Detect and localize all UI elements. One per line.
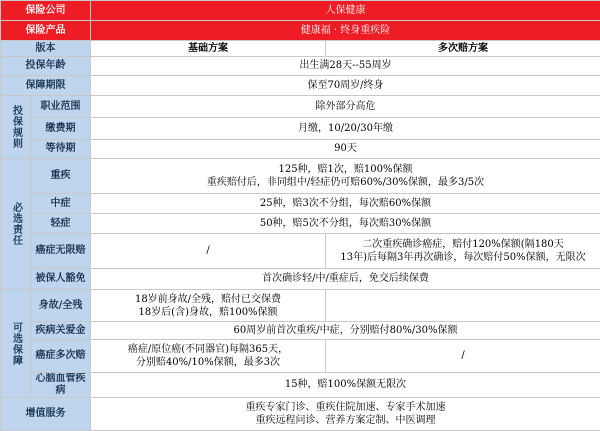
period-label: 保障期限 (1, 76, 91, 96)
payment-label: 缴费期 (31, 118, 91, 140)
medium-label: 中症 (31, 194, 91, 214)
period-value: 保至70周岁/终身 (91, 76, 600, 96)
waiver-value: 首次确诊轻/中/重症后，免交后续保费 (91, 269, 600, 290)
service-value (91, 398, 600, 431)
multicancer-basic (91, 340, 326, 373)
death-line1: 18岁前身故/全残，赔付已交保费 (93, 293, 323, 306)
service-line2: 重疾远程问诊、营养方案定制、中医调理 (93, 414, 598, 427)
multicancer-line2: 分别赔40%/10%保额，最多3次 (93, 356, 323, 369)
service-line1: 重疾专家门诊、重疾住院加速、专家手术加速 (93, 401, 598, 414)
multicancer-multi: / (326, 340, 600, 373)
death-line2: 18岁后(含)身故，赔100%保额 (93, 306, 323, 319)
payment-value: 月缴，10/20/30年缴 (91, 118, 600, 140)
company-value: 人保健康 (91, 1, 600, 21)
version-multi: 多次赔方案 (326, 41, 600, 57)
cancer-basic: / (91, 234, 326, 269)
optional-group-label (1, 290, 31, 398)
cardio-label: 心脑血管疾病 (31, 373, 91, 398)
critical-line2: 重疾赔付后，非同组中/轻症仍可赔60%/30%保额，最多3/5次 (93, 176, 598, 189)
cancer-line2: 13年)后每隔3年再次确诊，每次赔付50%保额，无限次 (328, 251, 598, 264)
death-value (91, 290, 326, 322)
mild-label: 轻症 (31, 214, 91, 234)
critical-line1: 125种，赔1次，赔100%保额 (93, 163, 598, 176)
company-label: 保险公司 (1, 1, 91, 21)
cancer-label: 癌症无限赔 (31, 234, 91, 269)
rules-group-text: 投保规则 (10, 105, 22, 149)
occupation-label: 职业范围 (31, 96, 91, 118)
waiver-label: 被保人豁免 (31, 269, 91, 290)
age-label: 投保年龄 (1, 57, 91, 76)
rules-group-label (1, 96, 31, 159)
multicancer-line1: 癌症/原位癌(不同器官)每隔365天， (93, 343, 323, 356)
death-multi (326, 290, 600, 322)
service-label: 增值服务 (1, 398, 91, 431)
cancer-multi (326, 234, 600, 269)
critical-label: 重疾 (31, 159, 91, 194)
version-label: 版本 (1, 41, 91, 57)
optional-group-text: 可选保障 (10, 322, 22, 366)
cardio-value: 15种，赔100%保额无限次 (91, 373, 600, 398)
cancer-line1: 二次重疾确诊癌症，赔付120%保额(隔180天 (328, 238, 598, 251)
product-label: 保险产品 (1, 21, 91, 41)
waiting-label: 等待期 (31, 140, 91, 159)
required-group-text: 必选责任 (10, 202, 22, 246)
version-basic: 基础方案 (91, 41, 326, 57)
multicancer-label: 癌症多次赔 (31, 340, 91, 373)
mild-value: 50种，赔5次不分组，每次赔30%保额 (91, 214, 600, 234)
medium-value: 25种，赔3次不分组，每次赔60%保额 (91, 194, 600, 214)
waiting-value: 90天 (91, 140, 600, 159)
critical-value (91, 159, 600, 194)
product-value: 健康福 · 终身重疾险 (91, 21, 600, 41)
care-value: 60周岁前首次重疾/中症，分别赔付80%/30%保额 (91, 322, 600, 340)
age-value: 出生满28天--55周岁 (91, 57, 600, 76)
required-group-label (1, 159, 31, 290)
death-label: 身故/全残 (31, 290, 91, 322)
care-label: 疾病关爱金 (31, 322, 91, 340)
occupation-value: 除外部分高危 (91, 96, 600, 118)
